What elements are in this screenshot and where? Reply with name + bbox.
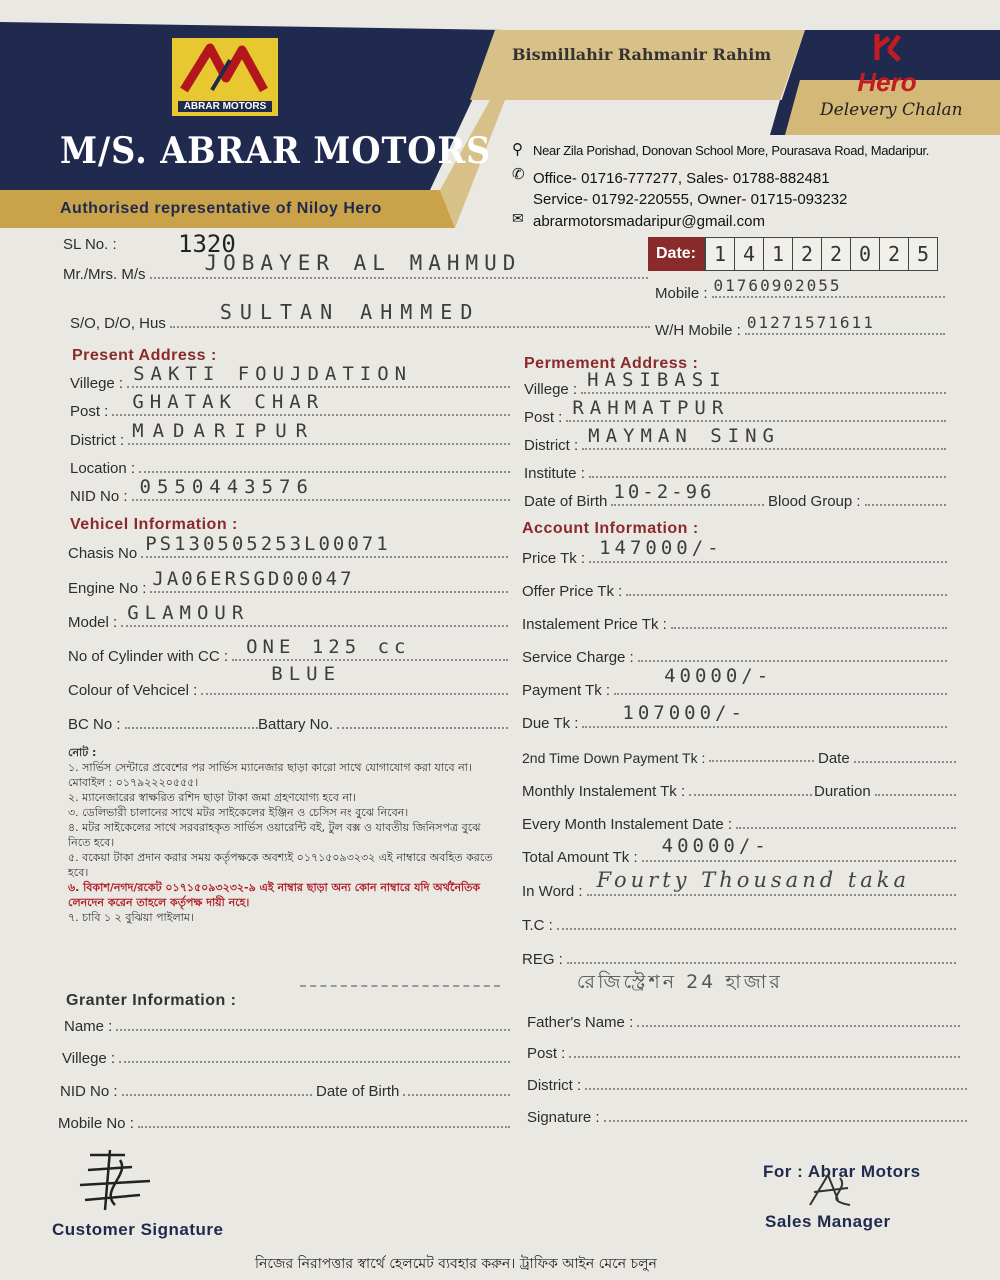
present-post-value: GHATAK CHAR <box>132 391 325 413</box>
present-location-label: Location : <box>70 460 136 477</box>
granter-village-label: Villege : <box>62 1050 116 1067</box>
present-nid-label: NID No : <box>70 488 128 505</box>
granter-father-label: Father's Name : <box>527 1014 634 1031</box>
note-item-6: ৬. বিকাশ/নগদ/রকেট ০১৭১৫০৯৩২৩২-৯ এই নাম্বার ছাড়া অন্য কোন নাম্বারে যদি অর্থনৈতিক লেনদেন করেন তাহলে কর্তৃপক্ষ দায়ী নহে। <box>68 881 481 909</box>
present-district-row <box>70 420 510 449</box>
second-date-label: Date <box>818 750 850 767</box>
address-text: Near Zila Porishad, Donovan School More, Pourasava Road, Madaripur. <box>533 143 930 158</box>
mobile-label: Mobile : <box>655 285 708 302</box>
granter-post-row <box>527 1045 960 1062</box>
every-month-label: Every Month Instalement Date : <box>522 816 733 833</box>
permanent-village-label: Villege : <box>524 381 578 398</box>
payment-row <box>522 665 947 699</box>
name-label: Mr./Mrs. M/s <box>63 266 146 283</box>
granter-post-label: Post : <box>527 1045 566 1062</box>
authorised-text: Authorised representative of Niloy Hero <box>60 200 382 217</box>
date-digit-cell: 1 <box>705 238 734 270</box>
present-district-label: District : <box>70 432 125 449</box>
present-nid-value: 0550443576 <box>139 476 314 498</box>
instalment-price-row <box>522 616 947 633</box>
permanent-post-row <box>524 397 946 426</box>
note-item-7: ৭. চাবি ১ ২ বুঝিয়া পাইলাম। <box>68 911 194 924</box>
due-label: Due Tk : <box>522 715 579 732</box>
date-digit-cell: 5 <box>908 238 937 270</box>
colour-value: BLUE <box>271 663 342 685</box>
cylinder-label: No of Cylinder with CC : <box>68 648 229 665</box>
granter-dob-row <box>316 1083 510 1100</box>
permanent-district-label: District : <box>524 437 579 454</box>
chasis-row <box>68 533 508 562</box>
location-icon: ⚲ <box>512 141 523 158</box>
total-amount-label: Total Amount Tk : <box>522 849 638 866</box>
manager-signature-mark <box>800 1170 860 1210</box>
offer-label: Offer Price Tk : <box>522 583 623 600</box>
due-value: 107000/- <box>622 702 746 724</box>
date-digit-cell: 4 <box>734 238 763 270</box>
date-label: Date: <box>648 237 704 271</box>
engine-row <box>68 568 508 597</box>
second-down-payment-label: 2nd Time Down Payment Tk : <box>522 750 706 766</box>
bc-label: BC No : <box>68 716 121 733</box>
bc-row <box>68 716 258 733</box>
granter-mobile-label: Mobile No : <box>58 1115 134 1132</box>
email-text: abrarmotorsmadaripur@gmail.com <box>533 213 765 230</box>
for-abrar-motors-label: For : Abrar Motors <box>763 1162 921 1181</box>
hero-emblem-icon <box>867 30 907 64</box>
granter-district-label: District : <box>527 1077 582 1094</box>
chasis-value: PS130505253L00071 <box>145 533 391 555</box>
model-row <box>68 602 508 631</box>
mobile-value: 01760902055 <box>713 276 842 295</box>
name-row <box>63 251 648 283</box>
model-label: Model : <box>68 614 118 631</box>
permanent-institute-label: Institute : <box>524 465 585 482</box>
engine-value: JA06ERSGD00047 <box>152 568 355 590</box>
permanent-village-row <box>524 369 946 398</box>
date-digit-cell: 1 <box>763 238 792 270</box>
permanent-post-value: RAHMATPUR <box>572 397 730 419</box>
logo-am-icon <box>172 38 278 96</box>
permanent-dob-value: 10-2-96 <box>613 481 715 503</box>
granter-signature-row <box>527 1109 967 1126</box>
duration-label: Duration <box>814 783 871 800</box>
model-value: GLAMOUR <box>127 602 250 624</box>
sl-no-label: SL No. : <box>63 236 117 253</box>
note-item-2: ২. ম্যানেজারের স্বাক্ষরিত রশিদ ছাড়া টাকা জমা গ্রহণযোগ্য হবে না। <box>68 791 357 804</box>
note-item-5: ৫. বকেয়া টাকা প্রদান করার সময় কর্তৃপক্ষকে অবশ্যই ০১৭১৫০৯৩২৩২ এই নাম্বারে অবহিত করতে হবে। <box>68 851 493 879</box>
blood-group-label: Blood Group : <box>768 493 861 510</box>
due-row <box>522 702 947 732</box>
phone-text-1: Office- 01716-777277, Sales- 01788-882481 <box>533 170 830 187</box>
present-district-value: MADARIPUR <box>132 420 317 442</box>
date-digit-cell: 2 <box>821 238 850 270</box>
duration-row <box>814 783 956 800</box>
permanent-district-row <box>524 425 946 454</box>
monthly-instalment-row <box>522 783 812 800</box>
granter-village-row <box>62 1050 510 1067</box>
present-village-label: Villege : <box>70 375 124 392</box>
granter-name-label: Name : <box>64 1018 113 1035</box>
every-month-row <box>522 816 956 833</box>
wh-mobile-value: 01271571611 <box>746 313 875 332</box>
notes-title: নোট : <box>68 746 97 759</box>
hero-text: Hero <box>857 67 917 97</box>
in-word-value: Fourty Thousand taka <box>596 868 911 892</box>
date-digit-cell: 2 <box>879 238 908 270</box>
engine-label: Engine No : <box>68 580 147 597</box>
tc-row <box>522 917 956 934</box>
permanent-dob-row <box>524 481 764 510</box>
battery-row <box>258 716 508 733</box>
price-value: 147000/- <box>599 537 723 559</box>
granter-nid-row <box>60 1083 312 1100</box>
safety-slogan: নিজের নিরাপত্তার স্বার্থে হেলমেট ব্যবহার করুন। ট্রাফিক আইন মেনে চলুন <box>255 1256 657 1272</box>
granter-mobile-row <box>58 1115 510 1132</box>
customer-signature-mark <box>70 1145 160 1215</box>
permanent-village-value: HASIBASI <box>587 369 727 391</box>
granter-name-row <box>64 1018 510 1035</box>
present-nid-row <box>70 476 510 505</box>
mobile-row <box>655 276 945 302</box>
date-digit-cell: 0 <box>850 238 879 270</box>
present-village-row <box>70 363 510 392</box>
date-box <box>648 237 938 271</box>
hero-logo <box>842 30 932 95</box>
note-item-1: ১. সার্ভিস সেন্টারে প্রবেশের পর সার্ভিস ম্যানেজার ছাড়া কারো সাথে যোগাযোগ করা যাবে না। মোবাইল : ০১৭৯২২২০৫৫৫। <box>68 761 472 789</box>
colour-label: Colour of Vehcicel : <box>68 682 198 699</box>
total-amount-row <box>522 835 956 866</box>
granter-father-row <box>527 1014 960 1031</box>
reg-value: রেজিস্ট্রেশন 24 হাজার <box>576 971 783 993</box>
phone-icon: ✆ <box>512 166 525 183</box>
wh-mobile-row <box>655 313 945 339</box>
service-charge-label: Service Charge : <box>522 649 634 666</box>
company-logo <box>170 36 280 118</box>
instalment-price-label: Instalement Price Tk : <box>522 616 667 633</box>
note-item-3: ৩. ডেলিভারী চালানের সাথে মটর সাইকেলের ইঞ্জিন ও চেসিস নং বুঝে নিবেন। <box>68 806 409 819</box>
payment-label: Payment Tk : <box>522 682 611 699</box>
tc-label: T.C : <box>522 917 553 934</box>
delivery-chalan-text: Delevery Chalan <box>820 100 963 120</box>
account-info-title: Account Information : <box>522 520 699 537</box>
blood-group-row <box>768 493 946 510</box>
monthly-instalment-label: Monthly Instalement Tk : <box>522 783 686 800</box>
in-word-label: In Word : <box>522 883 583 900</box>
email-icon: ✉ <box>512 210 524 226</box>
in-word-row <box>522 868 956 900</box>
name-value: JOBAYER AL MAHMUD <box>204 251 522 275</box>
customer-signature-label: Customer Signature <box>52 1220 224 1239</box>
permanent-district-value: MAYMAN SING <box>588 425 781 447</box>
second-date-row <box>818 750 956 767</box>
company-name: M/S. ABRAR MOTORS <box>60 130 492 172</box>
granter-signature-label: Signature : <box>527 1109 600 1126</box>
sl-no-value: 1320 <box>178 230 236 258</box>
note-item-4: ৪. মটর সাইকেলের সাথে সরবরাহকৃত সার্ভিস ওয়ারেন্টি বই, টুল বক্স ও যাবতীয় জিনিসপত্র বুঝে নিতে হবে। <box>68 821 481 849</box>
chasis-label: Chasis No <box>68 545 138 562</box>
granter-divider <box>300 985 500 987</box>
date-cells <box>704 237 938 271</box>
so-row <box>70 300 650 332</box>
present-address-title: Present Address : <box>72 347 217 364</box>
permanent-dob-label: Date of Birth <box>524 493 608 510</box>
bismillah-text: Bismillahir Rahmanir Rahim <box>512 45 772 64</box>
offer-row <box>522 583 947 600</box>
reg-row <box>522 951 956 993</box>
cylinder-value: ONE 125 cc <box>246 636 411 658</box>
granter-dob-label: Date of Birth <box>316 1083 400 1100</box>
phone-text-2: Service- 01792-220555, Owner- 01715-093232 <box>533 191 848 208</box>
present-post-label: Post : <box>70 403 109 420</box>
notes-block <box>68 745 506 925</box>
permanent-institute-row <box>524 465 946 482</box>
service-charge-row <box>522 649 947 666</box>
sales-manager-label: Sales Manager <box>765 1212 891 1231</box>
logo-text: ABRAR MOTORS <box>178 101 272 112</box>
present-location-row <box>70 460 510 477</box>
price-label: Price Tk : <box>522 550 586 567</box>
price-row <box>522 537 947 567</box>
vehicle-info-title: Vehicel Information : <box>70 516 238 533</box>
date-digit-cell: 2 <box>792 238 821 270</box>
second-down-payment-row <box>522 750 814 766</box>
present-village-value: SAKTI FOUJDATION <box>133 363 413 385</box>
so-value: SULTAN AHMMED <box>219 300 481 324</box>
reg-label: REG : <box>522 951 563 968</box>
present-post-row <box>70 391 510 420</box>
permanent-post-label: Post : <box>524 409 563 426</box>
so-label: S/O, D/O, Hus <box>70 315 166 332</box>
granter-info-title: Granter Information : <box>66 992 237 1009</box>
permanent-address-title: Permement Address : <box>524 355 699 372</box>
wh-mobile-label: W/H Mobile : <box>655 322 741 339</box>
total-amount-value: 40000/- <box>661 835 770 857</box>
granter-district-row <box>527 1077 967 1094</box>
battery-label: Battary No. <box>258 716 334 733</box>
payment-value: 40000/- <box>664 665 773 687</box>
colour-row <box>68 663 508 699</box>
granter-nid-label: NID No : <box>60 1083 118 1100</box>
